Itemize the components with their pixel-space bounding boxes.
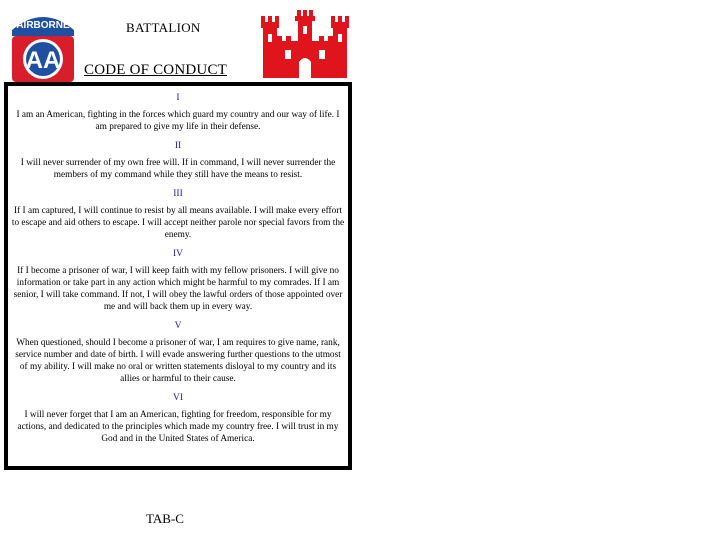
article-numeral: III — [173, 189, 183, 199]
code-of-conduct-box — [4, 82, 352, 470]
battalion-heading: BATTALION — [126, 20, 201, 35]
article-text: I will never surrender of my own free will. If in command, I will never surrender the members of my command while they still have the means to resist. — [20, 158, 336, 180]
article-numeral: VI — [172, 393, 184, 403]
article-numeral: V — [174, 321, 182, 331]
article-numeral: II — [174, 141, 182, 151]
airborne-insignia-icon — [8, 8, 78, 84]
article-3 — [8, 188, 348, 241]
article-text: I will never forget that I am an American, fighting for freedom, responsible for my actions, and dedicated to the principles which made my country free. I will trust in my God and in the United States of America. — [17, 410, 339, 444]
article-2 — [8, 140, 348, 181]
article-text: If I am captured, I will continue to resist by all means available. I will make every effort to escape and aid others to escape. I will accept neither parole nor special favors from the enemy. — [11, 206, 345, 240]
airborne-letters: AA — [25, 47, 61, 74]
article-numeral: IV — [172, 249, 184, 259]
article-text: When questioned, should I become a prisoner of war, I am requires to give name, rank, service number and date of birth. I will evade answering further questions to the utmost of my ability. I will make no oral or written statements disloyal to my country and its allies or harmful to their cause. — [15, 338, 341, 384]
article-4 — [8, 248, 348, 313]
article-text: If I become a prisoner of war, I will keep faith with my fellow prisoners. I will give no information or take part in any action which might be harmful to my comrades. If I am senior, I will take command. If not, I will obey the lawful orders of those appointed over me and will back them up in every way. — [13, 266, 343, 312]
article-5 — [8, 320, 348, 385]
article-6 — [8, 392, 348, 445]
page-title: CODE OF CONDUCT — [84, 62, 228, 78]
article-1 — [8, 92, 348, 133]
article-numeral: I — [176, 93, 180, 103]
engineer-castle-icon — [261, 10, 349, 78]
airborne-tab-text: AIRBORNE — [16, 20, 70, 31]
tab-label: TAB-C — [146, 511, 184, 526]
article-text: I am an American, fighting in the forces which guard my country and our way of life. I am prepared to give my life in their defense. — [16, 110, 340, 132]
